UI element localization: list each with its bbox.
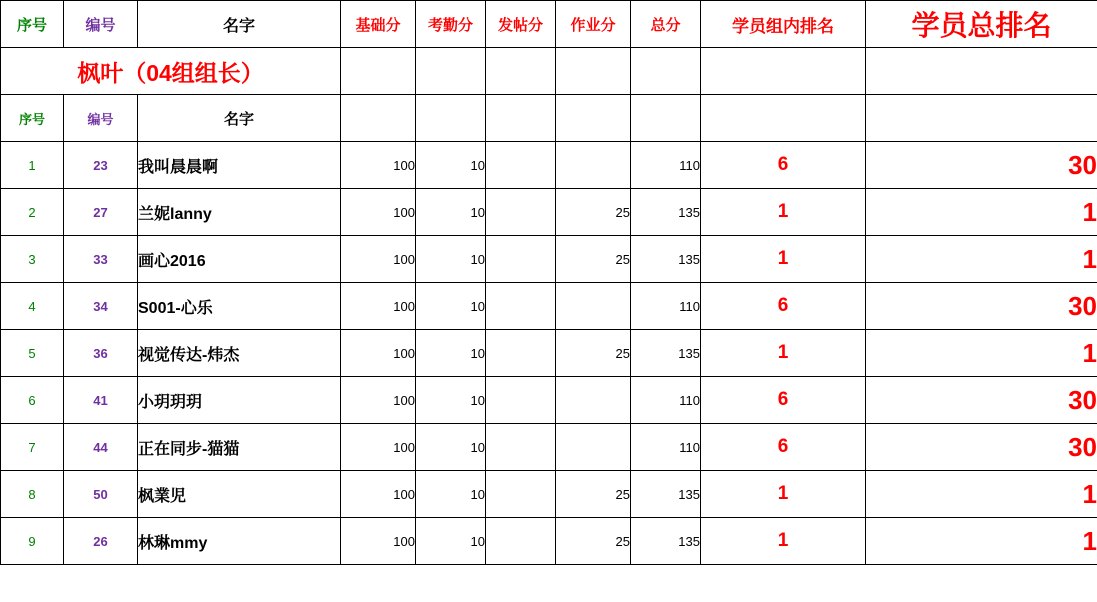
row-all-rank: 30: [866, 283, 1097, 330]
row-group-rank: 6: [701, 424, 866, 471]
blank-post: [486, 48, 556, 95]
row-name: 兰妮lanny: [138, 189, 341, 236]
row-base: 100: [341, 330, 416, 377]
row-total: 110: [631, 283, 701, 330]
row-group-rank: 1: [701, 236, 866, 283]
row-attendance: 10: [416, 471, 486, 518]
row-all-rank: 1: [866, 189, 1097, 236]
row-base: 100: [341, 518, 416, 565]
row-name: 画心2016: [138, 236, 341, 283]
row-total: 110: [631, 142, 701, 189]
row-total: 110: [631, 424, 701, 471]
row-post: [486, 518, 556, 565]
header-post-score: 发帖分: [486, 1, 556, 48]
row-seq: 3: [1, 236, 64, 283]
row-seq: 7: [1, 424, 64, 471]
row-attendance: 10: [416, 377, 486, 424]
row-homework: [556, 283, 631, 330]
row-total: 110: [631, 377, 701, 424]
row-attendance: 10: [416, 236, 486, 283]
row-post: [486, 377, 556, 424]
row-seq: 5: [1, 330, 64, 377]
header-name: 名字: [138, 1, 341, 48]
row-seq: 1: [1, 142, 64, 189]
row-total: 135: [631, 518, 701, 565]
row-num: 41: [64, 377, 138, 424]
row-base: 100: [341, 236, 416, 283]
blank-homework-2: [556, 95, 631, 142]
row-group-rank: 6: [701, 142, 866, 189]
row-all-rank: 30: [866, 377, 1097, 424]
row-base: 100: [341, 142, 416, 189]
row-base: 100: [341, 471, 416, 518]
row-name: 小玥玥玥: [138, 377, 341, 424]
row-attendance: 10: [416, 330, 486, 377]
group-sub-header-row: [1, 95, 1097, 142]
blank-homework: [556, 48, 631, 95]
header-homework-score: 作业分: [556, 1, 631, 48]
row-post: [486, 424, 556, 471]
row-base: 100: [341, 424, 416, 471]
row-attendance: 10: [416, 189, 486, 236]
row-base: 100: [341, 377, 416, 424]
row-num: 44: [64, 424, 138, 471]
blank-post-2: [486, 95, 556, 142]
row-name: S001-心乐: [138, 283, 341, 330]
header-group-rank: 学员组内排名: [701, 1, 866, 48]
row-attendance: 10: [416, 424, 486, 471]
row-group-rank: 1: [701, 518, 866, 565]
header-total-score: 总分: [631, 1, 701, 48]
row-all-rank: 1: [866, 471, 1097, 518]
sub-header-seq: 序号: [1, 95, 64, 142]
row-homework: 25: [556, 330, 631, 377]
sub-header-name: 名字: [138, 95, 341, 142]
blank-total-2: [631, 95, 701, 142]
row-group-rank: 1: [701, 471, 866, 518]
table-row: [1, 377, 1097, 424]
group-title-row: [1, 48, 1097, 95]
table-row: [1, 142, 1097, 189]
row-num: 34: [64, 283, 138, 330]
row-num: 26: [64, 518, 138, 565]
table-row: [1, 236, 1097, 283]
row-seq: 2: [1, 189, 64, 236]
blank-attendance-2: [416, 95, 486, 142]
row-homework: 25: [556, 189, 631, 236]
blank-all-rank-2: [866, 95, 1097, 142]
header-attendance-score: 考勤分: [416, 1, 486, 48]
row-name: 视觉传达-炜杰: [138, 330, 341, 377]
row-attendance: 10: [416, 283, 486, 330]
blank-total: [631, 48, 701, 95]
row-homework: [556, 142, 631, 189]
header-all-rank: 学员总排名: [866, 1, 1097, 48]
blank-group-rank-2: [701, 95, 866, 142]
row-all-rank: 30: [866, 424, 1097, 471]
row-post: [486, 189, 556, 236]
row-post: [486, 236, 556, 283]
row-all-rank: 30: [866, 142, 1097, 189]
row-all-rank: 1: [866, 518, 1097, 565]
row-total: 135: [631, 189, 701, 236]
row-group-rank: 1: [701, 189, 866, 236]
row-homework: [556, 424, 631, 471]
row-group-rank: 1: [701, 330, 866, 377]
row-seq: 9: [1, 518, 64, 565]
blank-base: [341, 48, 416, 95]
table-header-row: [1, 1, 1097, 48]
blank-group-rank: [701, 48, 866, 95]
row-post: [486, 283, 556, 330]
row-homework: 25: [556, 518, 631, 565]
row-seq: 4: [1, 283, 64, 330]
row-all-rank: 1: [866, 330, 1097, 377]
row-post: [486, 471, 556, 518]
row-base: 100: [341, 283, 416, 330]
row-post: [486, 330, 556, 377]
row-num: 27: [64, 189, 138, 236]
row-homework: 25: [556, 471, 631, 518]
row-all-rank: 1: [866, 236, 1097, 283]
table-row: [1, 518, 1097, 565]
row-homework: [556, 377, 631, 424]
row-post: [486, 142, 556, 189]
row-num: 36: [64, 330, 138, 377]
header-num: 编号: [64, 1, 138, 48]
table-row: [1, 283, 1097, 330]
blank-attendance: [416, 48, 486, 95]
row-name: 正在同步-猫猫: [138, 424, 341, 471]
row-name: 林琳mmy: [138, 518, 341, 565]
row-num: 23: [64, 142, 138, 189]
row-seq: 6: [1, 377, 64, 424]
header-seq: 序号: [1, 1, 64, 48]
row-total: 135: [631, 236, 701, 283]
header-base-score: 基础分: [341, 1, 416, 48]
row-total: 135: [631, 330, 701, 377]
row-group-rank: 6: [701, 283, 866, 330]
row-base: 100: [341, 189, 416, 236]
row-name: 枫業児: [138, 471, 341, 518]
table-row: [1, 471, 1097, 518]
table-row: [1, 424, 1097, 471]
table-row: [1, 189, 1097, 236]
row-total: 135: [631, 471, 701, 518]
row-attendance: 10: [416, 518, 486, 565]
sub-header-num: 编号: [64, 95, 138, 142]
row-num: 33: [64, 236, 138, 283]
row-homework: 25: [556, 236, 631, 283]
group-title: 枫叶（04组组长）: [1, 48, 341, 95]
row-name: 我叫晨晨啊: [138, 142, 341, 189]
row-group-rank: 6: [701, 377, 866, 424]
row-seq: 8: [1, 471, 64, 518]
blank-base-2: [341, 95, 416, 142]
row-num: 50: [64, 471, 138, 518]
blank-all-rank: [866, 48, 1097, 95]
table-row: [1, 330, 1097, 377]
row-attendance: 10: [416, 142, 486, 189]
